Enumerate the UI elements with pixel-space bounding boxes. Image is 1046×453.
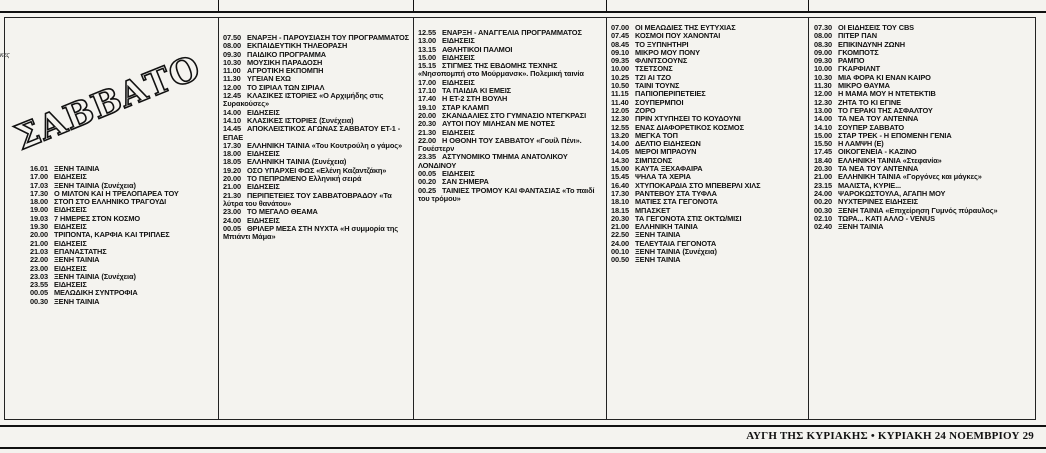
- program-time: 21.00: [30, 238, 48, 248]
- column-divider: [218, 17, 219, 420]
- program-title: ΟΙ ΕΙΔΗΣΕΙΣ ΤΟΥ CBS: [838, 24, 915, 32]
- program-time: 00.10: [611, 247, 629, 257]
- program-time: 23.55: [30, 280, 48, 290]
- program-entry: [611, 256, 805, 264]
- margin-mark: κες: [0, 52, 10, 59]
- program-time: 18.05: [223, 157, 241, 167]
- program-title: ΕΠΙΚΙΝΔΥΝΗ ΖΩΝΗ: [838, 39, 905, 49]
- program-time: 17.00: [418, 77, 436, 87]
- program-time: 14.10: [814, 122, 832, 132]
- program-title: ΜΙΑ ΦΟΡΑ ΚΙ ΕΝΑΝ ΚΑΙΡΟ: [838, 72, 931, 82]
- program-title: ΕΙΔΗΣΕΙΣ: [247, 215, 280, 225]
- program-title: ΤΑ ΠΑΙΔΙΑ ΚΙ ΕΜΕΙΣ: [442, 86, 511, 96]
- program-entry: [30, 298, 215, 306]
- program-time: 15.00: [418, 52, 436, 62]
- program-time: 24.00: [814, 188, 832, 198]
- program-title: ΤΟ ΠΕΠΡΩΜΕΝΟ Ελληνική σειρά: [247, 174, 362, 184]
- program-title: Η ΜΑΜΑ ΜΟΥ Η ΝΤΕΤΕΚΤΙΒ: [838, 89, 936, 99]
- program-title: ΔΕΛΤΙΟ ΕΙΔΗΣΕΩΝ: [635, 139, 701, 149]
- program-time: 20.00: [30, 230, 48, 240]
- program-time: 21.00: [611, 222, 629, 232]
- program-title: ΑΣΤΥΝΟΜΙΚΟ ΤΜΗΜΑ ΑΝΑΤΟΛΙΚΟΥ ΛΟΝΔΙΝΟΥ: [418, 152, 568, 170]
- program-title: Η ΟΘΟΝΗ ΤΟΥ ΣΑΒΒΑΤΟΥ «Γουίλ Πένι». Γουέστερν: [418, 135, 582, 154]
- bottom-rule: [0, 425, 1046, 427]
- program-title: ΤΟ ΓΕΡΑΚΙ ΤΗΣ ΑΣΦΑΛΤΟΥ: [838, 105, 933, 115]
- program-title: ΕΙΔΗΣΕΙΣ: [54, 263, 87, 273]
- program-time: 22.50: [611, 230, 629, 240]
- program-time: 08.30: [814, 39, 832, 49]
- program-title: ΣΤΙΓΜΕΣ ΤΗΣ ΕΒΔΟΜΗΣ ΤΕΧΝΗΣ «Νησοπομπή στο Μούρμανσκ». Πολεμική ταινία: [418, 61, 584, 79]
- program-title: ΕΙΔΗΣΕΙΣ: [54, 172, 87, 182]
- program-entry: [418, 187, 604, 204]
- program-title: ΤΑΙΝΙ ΤΟΥΝΣ: [635, 81, 680, 91]
- program-time: 12.05: [611, 105, 629, 115]
- program-title: ΡΑΜΠΟ: [838, 56, 865, 66]
- program-title: ΠΙΤΕΡ ΠΑΝ: [838, 31, 877, 41]
- program-time: 14.00: [814, 114, 832, 124]
- program-time: 12.55: [611, 122, 629, 132]
- program-time: 12.30: [611, 114, 629, 124]
- program-title: ΞΕΝΗ ΤΑΙΝΙΑ: [635, 230, 681, 240]
- program-time: 12.45: [223, 91, 241, 101]
- program-time: 14.00: [611, 139, 629, 149]
- program-title: ΠΑΠΙΟΠΕΡΙΠΕΤΕΙΕΣ: [635, 89, 706, 99]
- program-title: ΕΙΔΗΣΕΙΣ: [247, 149, 280, 159]
- program-title: ΕΚΠΑΙΔΕΥΤΙΚΗ ΤΗΛΕΟΡΑΣΗ: [247, 41, 348, 51]
- program-title: ΤΟ ΞΥΠΝΗΤΗΡΙ: [635, 39, 689, 49]
- program-title: Ο ΜΙΛΤΟΝ ΚΑΙ Η ΤΡΕΛΟΠΑΡΕΑ ΤΟΥ: [54, 188, 179, 198]
- program-title: ΕΙΔΗΣΕΙΣ: [442, 127, 475, 137]
- program-entry: [418, 137, 604, 154]
- program-entry: [223, 125, 411, 142]
- program-title: ΣΤΟΠ ΣΤΟ ΕΛΛΗΝΙΚΟ ΤΡΑΓΟΥΔΙ: [54, 197, 167, 207]
- top-divider-tick: [808, 0, 809, 12]
- program-title: ΣΙΜΠΣΟΝΣ: [635, 155, 673, 165]
- program-title: ΟΙΚΟΓΕΝΕΙΑ - ΚΑΖΙΝΟ: [838, 147, 917, 157]
- program-title: ΑΘΛΗΤΙΚΟΙ ΠΑΛΜΟΙ: [442, 44, 513, 54]
- program-time: 18.10: [611, 197, 629, 207]
- program-title: ΕΙΔΗΣΕΙΣ: [54, 280, 87, 290]
- program-title: ΑΠΟΚΛΕΙΣΤΙΚΟΣ ΑΓΩΝΑΣ ΣΑΒΒΑΤΟΥ ΕΤ-1 - ΕΠΑΕ: [223, 124, 401, 142]
- program-title: ΨΗΛΑ ΤΑ ΧΕΡΙΑ: [635, 172, 691, 182]
- program-time: 20.00: [223, 174, 241, 184]
- program-title: ΜΕΡΟΙ ΜΠΡΑΟΥΝ: [635, 147, 697, 157]
- program-title: ΞΕΝΗ ΤΑΙΝΙΑ (Συνέχεια): [54, 271, 136, 281]
- program-title: ΜΑΤΙΕΣ ΣΤΑ ΓΕΓΟΝΟΤΑ: [635, 197, 718, 207]
- program-time: 14.05: [611, 147, 629, 157]
- program-time: 09.30: [814, 56, 832, 66]
- program-title: ΟΣΟ ΥΠΑΡΧΕΙ ΦΩΣ «Ελένη Καζαντζάκη»: [247, 165, 387, 175]
- top-divider-tick: [218, 0, 219, 12]
- program-time: 17.00: [30, 172, 48, 182]
- program-entry: [223, 225, 411, 242]
- program-title: ΕΙΔΗΣΕΙΣ: [442, 36, 475, 46]
- program-time: 07.30: [814, 24, 832, 32]
- program-entry: [418, 62, 604, 79]
- program-time: 18.00: [30, 197, 48, 207]
- program-time: 24.00: [611, 238, 629, 248]
- program-time: 00.25: [418, 185, 436, 195]
- program-title: ΜΕΛΩΔΙΚΗ ΣΥΝΤΡΟΦΙΑ: [54, 288, 138, 298]
- program-title: ΕΙΔΗΣΕΙΣ: [54, 222, 87, 232]
- program-title: ΤΟ ΣΙΡΙΑΛ ΤΩΝ ΣΙΡΙΑΛ: [247, 82, 325, 92]
- channel-column-4: [611, 24, 805, 265]
- program-time: 17.30: [223, 140, 241, 150]
- program-time: 20.30: [611, 213, 629, 223]
- program-title: ΤΑ ΝΕΑ ΤΟΥ ANTENNA: [838, 164, 919, 174]
- program-title: ΕΙΔΗΣΕΙΣ: [247, 182, 280, 192]
- program-time: 19.20: [223, 165, 241, 175]
- program-title: ΠΡΙΝ ΧΤΥΠΗΣΕΙ ΤΟ ΚΟΥΔΟΥΝΙ: [635, 114, 741, 124]
- program-time: 00.50: [611, 255, 629, 265]
- channel-column-2: [223, 34, 411, 241]
- program-title: ΚΛΑΣΙΚΕΣ ΙΣΤΟΡΙΕΣ «Ο Αρχιμήδης στις Συρακούσες»: [223, 91, 384, 109]
- program-title: ΤΣΕΤΣΟΝΣ: [635, 64, 673, 74]
- program-time: 14.00: [223, 107, 241, 117]
- program-title: ΕΛΛΗΝΙΚΗ ΤΑΙΝΙΑ: [635, 222, 698, 232]
- program-time: 10.30: [223, 57, 241, 67]
- program-title: ΕΛΛΗΝΙΚΗ ΤΑΙΝΙΑ «Στεφανία»: [838, 155, 942, 165]
- program-time: 00.30: [30, 296, 48, 306]
- program-time: 12.55: [418, 29, 436, 37]
- program-title: ΕΙΔΗΣΕΙΣ: [54, 238, 87, 248]
- program-time: 20.00: [418, 110, 436, 120]
- program-title: ΜΑΛΙΣΤΑ, ΚΥΡΙΕ...: [838, 180, 901, 190]
- program-time: 12.30: [814, 97, 832, 107]
- program-title: ΕΙΔΗΣΕΙΣ: [442, 77, 475, 87]
- program-title: ΜΠΑΣΚΕΤ: [635, 205, 671, 215]
- program-title: ΚΟΣΜΟΙ ΠΟΥ ΧΑΝΟΝΤΑΙ: [635, 31, 721, 41]
- program-time: 23.00: [30, 263, 48, 273]
- program-title: ΠΑΙΔΙΚΟ ΠΡΟΓΡΑΜΜΑ: [247, 49, 327, 59]
- program-title: ΕΛΛΗΝΙΚΗ ΤΑΙΝΙΑ «Γοργόνες και μάγκες»: [838, 172, 982, 182]
- program-time: 02.10: [814, 213, 832, 223]
- program-title: ΤΕΛΕΥΤΑΙΑ ΓΕΓΟΝΟΤΑ: [635, 238, 717, 248]
- program-title: ΤΑ ΝΕΑ ΤΟΥ ANTENNA: [838, 114, 919, 124]
- program-time: 19.03: [30, 213, 48, 223]
- program-title: Η ΛΑΜΨΗ (Ε): [838, 139, 884, 149]
- program-time: 10.30: [814, 72, 832, 82]
- program-time: 00.20: [418, 177, 436, 187]
- program-time: 23.00: [223, 207, 241, 217]
- program-time: 14.30: [611, 155, 629, 165]
- day-title: ΣΑΒΒΑΤΟ: [9, 47, 207, 159]
- program-time: 15.00: [611, 164, 629, 174]
- program-time: 00.05: [418, 169, 436, 179]
- program-time: 15.45: [611, 172, 629, 182]
- program-title: ΣΟΥΠΕΡΜΠΟΙ: [635, 97, 684, 107]
- program-title: ΕΝΑΣ ΔΙΑΦΟΡΕΤΙΚΟΣ ΚΟΣΜΟΣ: [635, 122, 744, 132]
- column-divider: [606, 17, 607, 420]
- channel-column-3: [418, 29, 604, 203]
- program-time: 15.50: [814, 139, 832, 149]
- channel-column-1: [30, 165, 215, 306]
- program-time: 07.00: [611, 24, 629, 32]
- program-title: ΣΚΑΝΔΑΛΙΕΣ ΣΤΟ ΓΥΜΝΑΣΙΟ ΝΤΕΓΚΡΑΣΙ: [442, 110, 587, 120]
- program-time: 22.00: [30, 255, 48, 265]
- program-time: 11.30: [223, 74, 241, 84]
- program-time: 18.00: [223, 149, 241, 159]
- program-title: ΧΤΥΠΟΚΑΡΔΙΑ ΣΤΟ ΜΠΕΒΕΡΛΙ ΧΙΛΣ: [635, 180, 761, 190]
- program-title: ΖΟΡΟ: [635, 105, 656, 115]
- program-time: 17.40: [418, 94, 436, 104]
- program-time: 23.35: [418, 152, 436, 162]
- program-time: 08.45: [611, 39, 629, 49]
- program-title: ΜΙΚΡΟ ΘΑΥΜΑ: [838, 81, 890, 91]
- program-title: ΚΑΥΤΑ ΞΕΧΑΦΑΙΡΑ: [635, 164, 703, 174]
- program-title: ΤΖΙ ΑΙ ΤΖΟ: [635, 72, 672, 82]
- program-title: ΚΛΑΣΙΚΕΣ ΙΣΤΟΡΙΕΣ (Συνέχεια): [247, 115, 354, 125]
- program-title: ΥΓΕΙΑΝ ΕΧΩ: [247, 74, 291, 84]
- program-time: 15.00: [814, 130, 832, 140]
- program-time: 12.00: [814, 89, 832, 99]
- program-time: 10.00: [611, 64, 629, 74]
- program-title: ΜΕΓΚΑ ΤΟΠ: [635, 130, 678, 140]
- program-time: 00.05: [30, 288, 48, 298]
- program-time: 20.30: [418, 119, 436, 129]
- program-time: 24.00: [223, 215, 241, 225]
- program-title: ΤΡΙΠΟΝΤΑ, ΚΑΡΦΙΑ ΚΑΙ ΤΡΙΠΛΕΣ: [54, 230, 170, 240]
- program-time: 23.15: [814, 180, 832, 190]
- program-title: ΑΓΡΟΤΙΚΗ ΕΚΠΟΜΠΗ: [247, 66, 324, 76]
- program-entry: [223, 92, 411, 109]
- column-divider: [808, 17, 809, 420]
- program-time: 17.30: [611, 188, 629, 198]
- program-time: 11.15: [611, 89, 629, 99]
- program-title: ΤΩΡΑ... ΚΑΤΙ ΑΛΛΟ - VENUS: [838, 213, 935, 223]
- program-time: 10.25: [611, 72, 629, 82]
- program-time: 23.03: [30, 271, 48, 281]
- program-title: ΞΕΝΗ ΤΑΙΝΙΑ: [54, 165, 100, 173]
- program-title: ΣΑΝ ΣΗΜΕΡΑ: [442, 177, 489, 187]
- program-time: 17.10: [418, 86, 436, 96]
- program-title: 7 ΗΜΕΡΕΣ ΣΤΟΝ ΚΟΣΜΟ: [54, 213, 141, 223]
- program-time: 10.00: [814, 64, 832, 74]
- program-time: 09.00: [814, 47, 832, 57]
- program-time: 19.10: [418, 102, 436, 112]
- program-time: 21.03: [30, 246, 48, 256]
- program-title: ΓΚΟΜΠΟΤΣ: [838, 47, 879, 57]
- program-time: 09.30: [223, 49, 241, 59]
- top-divider-tick: [413, 0, 414, 12]
- program-time: 22.00: [418, 135, 436, 145]
- program-title: ΞΕΝΗ ΤΑΙΝΙΑ (Συνέχεια): [635, 247, 717, 257]
- program-time: 21.00: [814, 172, 832, 182]
- program-time: 11.00: [223, 66, 241, 76]
- program-title: ΕΙΔΗΣΕΙΣ: [247, 107, 280, 117]
- program-title: ΕΙΔΗΣΕΙΣ: [442, 169, 475, 179]
- column-divider: [413, 17, 414, 420]
- program-time: 21.00: [223, 182, 241, 192]
- program-time: 13.20: [611, 130, 629, 140]
- program-time: 16.01: [30, 165, 48, 173]
- program-title: ΕΛΛΗΝΙΚΗ ΤΑΙΝΙΑ «Του Κουτρούλη ο γάμος»: [247, 140, 402, 150]
- program-time: 10.50: [611, 81, 629, 91]
- program-title: ΞΕΝΗ ΤΑΙΝΙΑ: [838, 222, 884, 232]
- program-time: 12.00: [223, 82, 241, 92]
- program-title: ΣΟΥΠΕΡ ΣΑΒΒΑΤΟ: [838, 122, 905, 132]
- program-time: 02.40: [814, 222, 832, 232]
- program-title: ΣΤΑΡ ΤΡΕΚ - Η ΕΠΟΜΕΝΗ ΓΕΝΙΑ: [838, 130, 952, 140]
- program-title: ΦΛΙΝΤΣΟΟΥΝΣ: [635, 56, 688, 66]
- program-time: 17.45: [814, 147, 832, 157]
- program-time: 09.35: [611, 56, 629, 66]
- program-time: 19.30: [30, 222, 48, 232]
- top-rule: [0, 11, 1046, 13]
- program-time: 16.40: [611, 180, 629, 190]
- program-time: 00.05: [223, 223, 241, 233]
- program-title: ΜΟΥΣΙΚΗ ΠΑΡΑΔΟΣΗ: [247, 57, 323, 67]
- day-title-art: [9, 47, 207, 159]
- program-time: 17.30: [30, 188, 48, 198]
- program-time: 20.30: [814, 164, 832, 174]
- top-divider-tick: [606, 0, 607, 12]
- program-title: ΝΥΧΤΕΡΙΝΕΣ ΕΙΔΗΣΕΙΣ: [838, 197, 918, 207]
- program-time: 15.15: [418, 61, 436, 71]
- program-title: Η ΕΤ-2 ΣΤΗ ΒΟΥΛΗ: [442, 94, 508, 104]
- program-time: 14.45: [223, 124, 241, 134]
- program-entry: [223, 192, 411, 209]
- program-time: 14.10: [223, 115, 241, 125]
- program-time: 21.30: [223, 190, 241, 200]
- channel-column-5: [814, 24, 1032, 231]
- program-time: 08.00: [223, 41, 241, 51]
- program-title: ΤΑΙΝΙΕΣ ΤΡΟΜΟΥ ΚΑΙ ΦΑΝΤΑΣΙΑΣ «Το παιδί του τρόμου»: [418, 185, 595, 203]
- program-time: 07.50: [223, 34, 241, 42]
- program-time: 13.00: [418, 36, 436, 46]
- program-title: ΞΕΝΗ ΤΑΙΝΙΑ: [54, 296, 100, 306]
- program-title: ΓΚΑΡΦΙΛΝΤ: [838, 64, 881, 74]
- program-title: ΖΗΤΑ ΤΟ ΚΙ ΕΓΙΝΕ: [838, 97, 901, 107]
- program-title: ΕΙΔΗΣΕΙΣ: [442, 52, 475, 62]
- program-title: ΠΕΡΙΠΕΤΕΙΕΣ ΤΟΥ ΣΑΒΒΑΤΟΒΡΑΔΟΥ «Τα λύτρα του θανάτου»: [223, 190, 392, 208]
- program-title: ΞΕΝΗ ΤΑΙΝΙΑ (Συνέχεια): [54, 180, 136, 190]
- program-title: ΕΝΑΡΞΗ - ΑΝΑΓΓΕΛΙΑ ΠΡΟΓΡΑΜΜΑΤΟΣ: [442, 29, 582, 37]
- program-title: ΜΙΚΡΟ ΜΟΥ ΠΟΝΥ: [635, 47, 700, 57]
- page-footer: ΑΥΓΗ ΤΗΣ ΚΥΡΙΑΚΗΣ • ΚΥΡΙΑΚΗ 24 ΝΟΕΜΒΡΙΟΥ 29: [746, 430, 1034, 442]
- program-time: 00.20: [814, 197, 832, 207]
- program-title: ΨΑΡΟΚΩΣΤΟΥΛΑ, ΑΓΑΠΗ ΜΟΥ: [838, 188, 946, 198]
- program-title: ΞΕΝΗ ΤΑΙΝΙΑ «Επιχείρηση Γυμνός πύραυλος»: [838, 205, 998, 215]
- program-time: 13.15: [418, 44, 436, 54]
- program-time: 00.30: [814, 205, 832, 215]
- program-time: 21.30: [418, 127, 436, 137]
- program-time: 07.45: [611, 31, 629, 41]
- program-title: ΡΑΝΤΕΒΟΥ ΣΤΑ ΤΥΦΛΑ: [635, 188, 717, 198]
- program-time: 11.30: [814, 81, 832, 91]
- program-time: 18.15: [611, 205, 629, 215]
- program-title: ΕΠΑΝΑΣΤΑΤΗΣ: [54, 246, 107, 256]
- program-title: ΕΙΔΗΣΕΙΣ: [54, 205, 87, 215]
- program-time: 08.00: [814, 31, 832, 41]
- program-entry: [814, 223, 1032, 231]
- program-title: ΕΛΛΗΝΙΚΗ ΤΑΙΝΙΑ (Συνέχεια): [247, 157, 347, 167]
- program-title: ΤΑ ΓΕΓΟΝΟΤΑ ΣΤΙΣ ΟΚΤΩ/ΜΙΣΙ: [635, 213, 742, 223]
- program-time: 19.00: [30, 205, 48, 215]
- program-time: 09.10: [611, 47, 629, 57]
- program-title: ΞΕΝΗ ΤΑΙΝΙΑ: [54, 255, 100, 265]
- program-title: ΑΥΤΟΙ ΠΟΥ ΜΙΛΗΣΑΝ ΜΕ ΝΟΤΕΣ: [442, 119, 555, 129]
- program-time: 18.40: [814, 155, 832, 165]
- program-title: ΣΤΑΡ ΚΛΑΜΠ: [442, 102, 489, 112]
- program-title: ΕΝΑΡΞΗ - ΠΑΡΟΥΣΙΑΣΗ ΤΟΥ ΠΡΟΓΡΑΜΜΑΤΟΣ: [247, 34, 410, 42]
- program-time: 11.40: [611, 97, 629, 107]
- program-title: ΟΙ ΜΕΛΩΔΙΕΣ ΤΗΣ ΕΥΤΥΧΙΑΣ: [635, 24, 736, 32]
- program-title: ΤΟ ΜΕΓΑΛΟ ΘΕΑΜΑ: [247, 207, 318, 217]
- program-time: 17.03: [30, 180, 48, 190]
- bottom-rule-lower: [0, 447, 1046, 449]
- program-title: ΞΕΝΗ ΤΑΙΝΙΑ: [635, 255, 681, 265]
- program-time: 13.00: [814, 105, 832, 115]
- program-title: ΘΡΙΛΕΡ ΜΕΣΑ ΣΤΗ ΝΥΧΤΑ «Η συμμορία της Μπιάντι Μάμα»: [223, 223, 398, 242]
- program-entry: [418, 153, 604, 170]
